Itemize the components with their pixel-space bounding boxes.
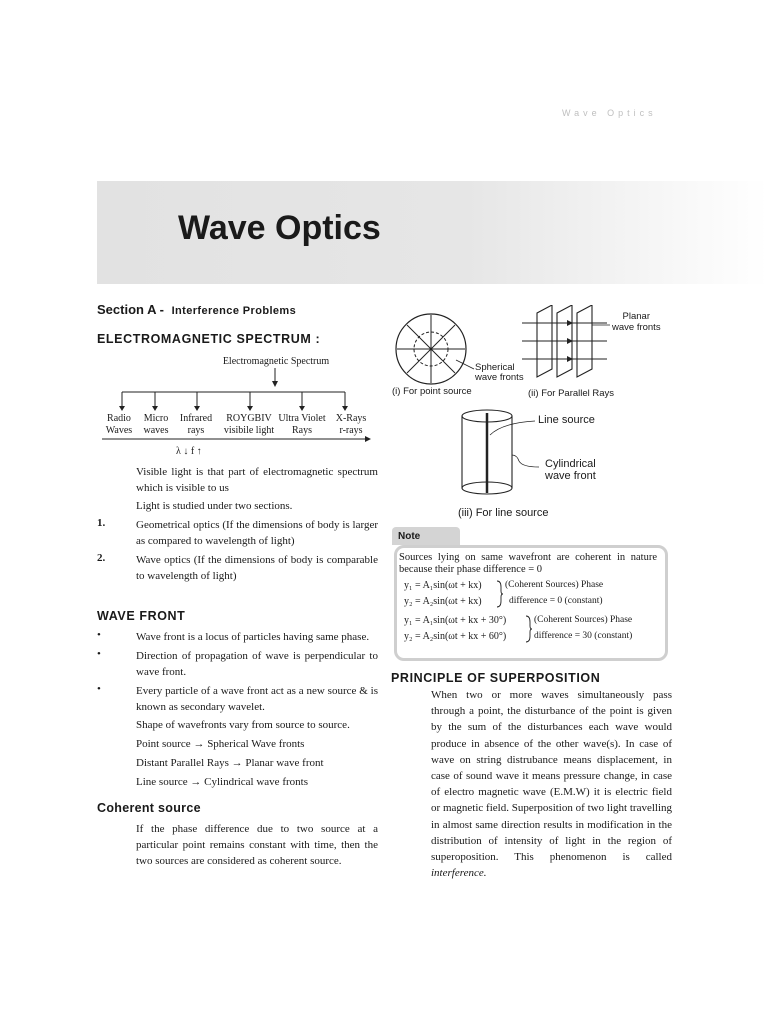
list-item: Wave front is a locus of particles having same phase. [136, 631, 370, 643]
wavefront-figures [392, 305, 672, 505]
branch-uv: Ultra Violet Rays [278, 413, 326, 436]
wavefront-line: Shape of wavefronts vary from source to source. [136, 719, 350, 731]
title-banner [97, 181, 768, 284]
equation: y₁ = A₁sin(ωt + kx) [404, 580, 482, 591]
branch-micro: Micro waves [143, 413, 169, 436]
point-source-caption: (i) For point source [392, 386, 472, 397]
brace-icon [525, 615, 533, 643]
wavefront-line: Distant Parallel Rays → Planar wave front [136, 757, 324, 769]
wave-front-heading: WAVE FRONT [97, 609, 186, 623]
brace-icon [496, 580, 504, 608]
cylindrical-label: Cylindrical wave front [545, 458, 596, 482]
diagram-title: Electromagnetic Spectrum [222, 356, 330, 367]
list-item: Every particle of a wave front act as a new source & is known as secondary wavelet. [136, 685, 378, 713]
equation: y₂ = A₂sin(ωt + kx) [404, 596, 482, 607]
list-item: Direction of propagation of wave is perpendicular to wave front. [136, 650, 378, 678]
note-tab: Note [392, 527, 460, 545]
equation-note: (Coherent Sources) Phase [534, 615, 633, 625]
item-number: 2. [97, 552, 106, 564]
equation: y₂ = A₂sin(ωt + kx + 60°) [404, 631, 507, 642]
branch-visible: ROYGBIV visibile light [223, 413, 275, 436]
page-title: Wave Optics [178, 209, 381, 247]
equation-note: difference = 0 (constant) [509, 596, 603, 606]
wavefront-line: Point source → Spherical Wave fronts [136, 738, 305, 750]
superposition-heading: PRINCIPLE OF SUPERPOSITION [391, 671, 601, 685]
item-number: 1. [97, 517, 106, 529]
spherical-label: Spherical wave fronts [475, 362, 524, 383]
planar-label: Planar wave fronts [612, 311, 661, 333]
list-item: Wave optics (If the dimensions of body is comparable to wavelength of light) [136, 554, 378, 582]
spectrum-tree-lines [97, 366, 387, 451]
wavefront-line: Line source → Cylindrical wave fronts [136, 776, 308, 788]
equation-note: difference = 30 (constant) [534, 631, 633, 641]
superposition-para: When two or more waves simultaneously pass through a point, the disturbance of the point is given by the sum of the disturbances each wave would produce in absence of the other wave(s). In case of wave on string distrubance means displacement, in case of sound wave it means pressure change, in case of electro magnetic wave (E.M.W) it is electric field or magnetic field. Superposition of two light travelling in almost same direction results in modification in the distribution of intensity of light in the region of superoposition. This phenomenon is called interference. [431, 689, 672, 880]
em-spectrum-heading: ELECTROMAGNETIC SPECTRUM : [97, 332, 321, 346]
parallel-rays-caption: (ii) For Parallel Rays [528, 388, 615, 399]
list-item: Geometrical optics (If the dimensions of body is larger as compared to wavelength of light) [136, 519, 378, 547]
coherent-heading: Coherent source [97, 801, 201, 815]
branch-infrared: Infrared rays [179, 413, 213, 436]
bullet-icon: • [97, 629, 101, 641]
visible-light-para: Visible light is that part of electromagnetic spectrum which is visible to us [136, 466, 378, 494]
equation: y₁ = A₁sin(ωt + kx + 30°) [404, 615, 507, 626]
equation-note: (Coherent Sources) Phase [505, 580, 604, 590]
note-text: Sources lying on same wavefront are coherent in nature because their phase difference = 0 [399, 552, 657, 575]
section-label: Section A - [97, 302, 164, 317]
branch-radio: Radio Waves [105, 413, 133, 436]
light-sections-para: Light is studied under two sections. [136, 500, 293, 512]
line-source-label: Line source [538, 414, 595, 426]
line-source-caption: (iii) For line source [458, 507, 549, 519]
section-heading [97, 302, 296, 317]
bullet-icon: • [97, 683, 101, 695]
running-header: Wave Optics [562, 108, 657, 118]
branch-xray: X-Rays r-rays [335, 413, 367, 436]
section-subtitle: Interference Problems [171, 305, 297, 317]
coherent-para: If the phase difference due to two source at a particular point remains constant with time, then the two sources are considered as coherent source. [136, 823, 378, 867]
bullet-icon: • [97, 648, 101, 660]
trend-label: λ ↓ f ↑ [176, 446, 202, 457]
